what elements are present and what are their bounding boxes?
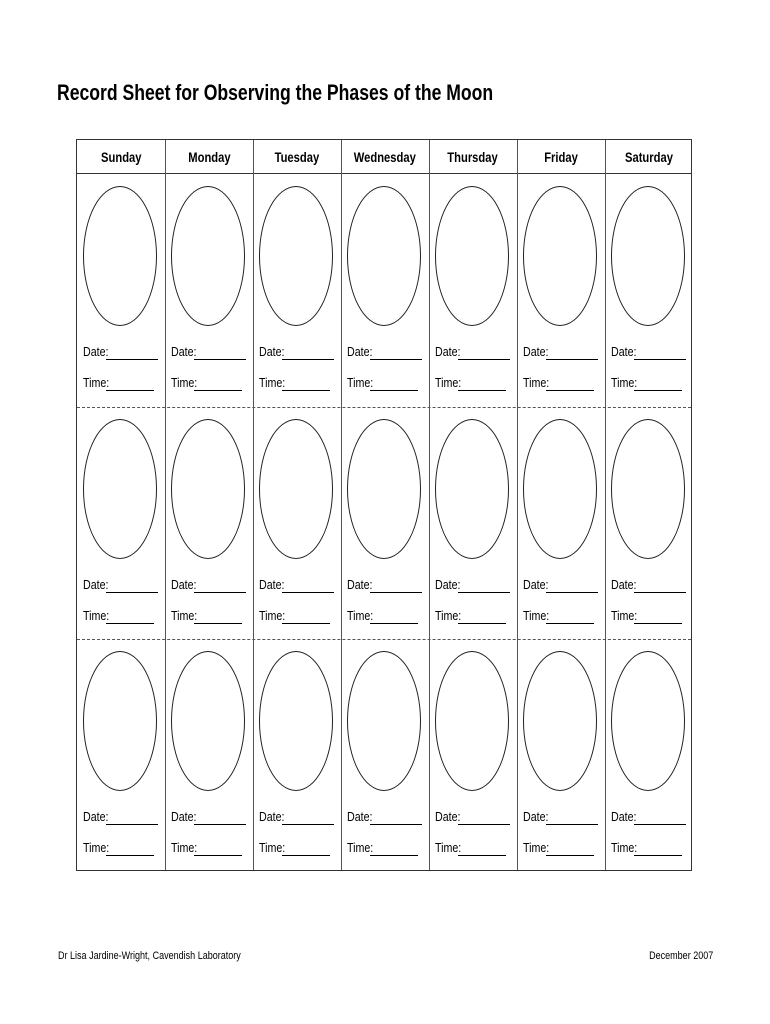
date-label: Date: xyxy=(523,809,549,825)
time-label: Time: xyxy=(611,607,638,623)
moon-drawing-circle[interactable] xyxy=(259,651,333,791)
time-field[interactable] xyxy=(611,375,643,390)
time-field[interactable] xyxy=(259,840,291,855)
time-label: Time: xyxy=(259,375,286,390)
time-label: Time: xyxy=(523,375,550,390)
date-field[interactable] xyxy=(611,809,642,824)
date-blank-line xyxy=(634,592,686,593)
time-field[interactable] xyxy=(347,840,379,855)
moon-drawing-circle[interactable] xyxy=(435,419,509,559)
time-blank-line xyxy=(282,390,330,391)
date-blank-line xyxy=(194,592,246,593)
footer-date: December 2007 xyxy=(648,950,713,962)
observation-cell xyxy=(605,639,693,872)
time-label: Time: xyxy=(611,840,638,856)
date-blank-line xyxy=(370,359,422,360)
day-header-thursday xyxy=(429,149,517,169)
time-label: Time: xyxy=(83,840,110,856)
moon-drawing-circle[interactable] xyxy=(611,419,685,559)
time-field[interactable] xyxy=(523,375,555,390)
moon-drawing-circle[interactable] xyxy=(347,651,421,791)
date-field[interactable] xyxy=(259,344,290,359)
time-label: Time: xyxy=(347,607,374,623)
time-blank-line xyxy=(370,855,418,856)
time-label: Time: xyxy=(259,607,286,623)
observation-cell xyxy=(341,174,429,407)
date-field[interactable] xyxy=(435,344,466,359)
date-field[interactable] xyxy=(171,344,202,359)
day-header-monday xyxy=(165,149,253,169)
date-field[interactable] xyxy=(259,809,290,824)
time-field[interactable] xyxy=(523,840,555,855)
moon-drawing-circle[interactable] xyxy=(523,419,597,559)
observation-cell xyxy=(517,639,605,872)
time-blank-line xyxy=(458,623,506,624)
time-blank-line xyxy=(282,855,330,856)
time-blank-line xyxy=(194,623,242,624)
date-label: Date: xyxy=(611,344,637,359)
time-field[interactable] xyxy=(83,608,115,623)
day-header-wednesday xyxy=(341,149,429,169)
time-label: Time: xyxy=(347,375,374,390)
moon-drawing-circle[interactable] xyxy=(611,651,685,791)
date-label: Date: xyxy=(611,576,637,592)
time-label: Time: xyxy=(523,840,550,856)
time-label: Time: xyxy=(83,607,110,623)
date-label: Date: xyxy=(523,344,549,359)
date-blank-line xyxy=(106,824,158,825)
time-blank-line xyxy=(370,623,418,624)
day-header-row xyxy=(77,140,691,174)
date-blank-line xyxy=(106,592,158,593)
observation-cell xyxy=(77,174,165,407)
time-blank-line xyxy=(546,855,594,856)
date-label: Date: xyxy=(435,809,461,825)
date-blank-line xyxy=(458,359,510,360)
date-label: Date: xyxy=(347,576,373,592)
time-field[interactable] xyxy=(435,608,467,623)
time-label: Time: xyxy=(259,840,286,856)
day-label: Monday xyxy=(187,149,231,165)
date-field[interactable] xyxy=(523,344,554,359)
moon-drawing-circle[interactable] xyxy=(171,419,245,559)
observation-cell xyxy=(165,639,253,872)
date-blank-line xyxy=(458,592,510,593)
moon-drawing-circle[interactable] xyxy=(259,186,333,326)
time-label: Time: xyxy=(171,607,198,623)
date-field[interactable] xyxy=(83,577,114,592)
time-field[interactable] xyxy=(171,608,203,623)
date-blank-line xyxy=(634,359,686,360)
observation-cell xyxy=(77,407,165,640)
date-label: Date: xyxy=(347,344,373,359)
date-label: Date: xyxy=(83,344,109,359)
observation-cell xyxy=(605,407,693,640)
date-field[interactable] xyxy=(611,577,642,592)
day-label: Saturday xyxy=(625,149,673,165)
observation-cell xyxy=(165,174,253,407)
date-field[interactable] xyxy=(435,809,466,824)
date-label: Date: xyxy=(523,576,549,592)
observation-cell xyxy=(165,407,253,640)
time-field[interactable] xyxy=(171,840,203,855)
moon-drawing-circle[interactable] xyxy=(83,651,157,791)
time-blank-line xyxy=(546,390,594,391)
moon-drawing-circle[interactable] xyxy=(171,651,245,791)
date-label: Date: xyxy=(171,809,197,825)
date-field[interactable] xyxy=(523,809,554,824)
moon-drawing-circle[interactable] xyxy=(435,651,509,791)
time-field[interactable] xyxy=(347,375,379,390)
day-label: Thursday xyxy=(447,149,499,165)
observation-cell xyxy=(517,407,605,640)
date-label: Date: xyxy=(347,809,373,825)
date-blank-line xyxy=(370,824,422,825)
day-header-tuesday xyxy=(253,149,341,169)
time-label: Time: xyxy=(435,375,462,390)
observation-cell xyxy=(429,407,517,640)
date-field[interactable] xyxy=(83,344,114,359)
time-field[interactable] xyxy=(83,375,115,390)
time-label: Time: xyxy=(435,607,462,623)
date-label: Date: xyxy=(83,809,109,825)
date-label: Date: xyxy=(171,576,197,592)
time-label: Time: xyxy=(523,607,550,623)
date-label: Date: xyxy=(83,576,109,592)
observation-cell xyxy=(253,639,341,872)
observation-cell xyxy=(605,174,693,407)
observation-cell xyxy=(429,174,517,407)
day-label: Tuesday xyxy=(274,149,320,165)
date-label: Date: xyxy=(171,344,197,359)
footer-author: Dr Lisa Jardine-Wright, Cavendish Laboratory xyxy=(58,950,241,962)
day-label: Friday xyxy=(544,149,578,165)
date-blank-line xyxy=(546,592,598,593)
observation-cell xyxy=(429,639,517,872)
date-field[interactable] xyxy=(523,577,554,592)
time-field[interactable] xyxy=(435,840,467,855)
date-blank-line xyxy=(282,359,334,360)
time-blank-line xyxy=(634,390,682,391)
time-field[interactable] xyxy=(523,608,555,623)
moon-drawing-circle[interactable] xyxy=(611,186,685,326)
time-blank-line xyxy=(458,390,506,391)
time-blank-line xyxy=(282,623,330,624)
date-label: Date: xyxy=(611,809,637,825)
page-title: Record Sheet for Observing the Phases of the Moon xyxy=(57,80,494,105)
moon-drawing-circle[interactable] xyxy=(171,186,245,326)
date-blank-line xyxy=(634,824,686,825)
time-blank-line xyxy=(546,623,594,624)
date-blank-line xyxy=(282,824,334,825)
time-field[interactable] xyxy=(611,840,643,855)
date-blank-line xyxy=(194,359,246,360)
time-label: Time: xyxy=(435,840,462,856)
time-field[interactable] xyxy=(171,375,203,390)
time-label: Time: xyxy=(171,375,198,390)
date-blank-line xyxy=(194,824,246,825)
date-field[interactable] xyxy=(435,577,466,592)
date-field[interactable] xyxy=(83,809,114,824)
time-field[interactable] xyxy=(259,375,291,390)
time-label: Time: xyxy=(83,375,110,390)
time-field[interactable] xyxy=(435,375,467,390)
time-field[interactable] xyxy=(611,608,643,623)
date-label: Date: xyxy=(435,344,461,359)
time-blank-line xyxy=(458,855,506,856)
time-blank-line xyxy=(106,855,154,856)
observation-cell xyxy=(77,639,165,872)
moon-drawing-circle[interactable] xyxy=(259,419,333,559)
date-label: Date: xyxy=(435,576,461,592)
date-field[interactable] xyxy=(171,577,202,592)
time-field[interactable] xyxy=(259,608,291,623)
time-blank-line xyxy=(634,855,682,856)
moon-drawing-circle[interactable] xyxy=(523,186,597,326)
observation-cell xyxy=(517,174,605,407)
day-header-sunday xyxy=(77,149,165,169)
observation-cell xyxy=(253,407,341,640)
time-field[interactable] xyxy=(347,608,379,623)
date-field[interactable] xyxy=(171,809,202,824)
date-blank-line xyxy=(370,592,422,593)
observation-cell xyxy=(341,407,429,640)
date-blank-line xyxy=(458,824,510,825)
day-label: Wednesday xyxy=(353,149,417,165)
time-label: Time: xyxy=(347,840,374,856)
moon-drawing-circle[interactable] xyxy=(83,186,157,326)
date-label: Date: xyxy=(259,809,285,825)
date-field[interactable] xyxy=(259,577,290,592)
time-label: Time: xyxy=(171,840,198,856)
date-field[interactable] xyxy=(611,344,642,359)
date-field[interactable] xyxy=(347,809,378,824)
moon-drawing-circle[interactable] xyxy=(347,186,421,326)
time-blank-line xyxy=(106,390,154,391)
time-blank-line xyxy=(194,390,242,391)
date-blank-line xyxy=(546,824,598,825)
observation-cell xyxy=(253,174,341,407)
moon-drawing-circle[interactable] xyxy=(435,186,509,326)
time-blank-line xyxy=(106,623,154,624)
day-header-saturday xyxy=(605,149,693,169)
moon-drawing-circle[interactable] xyxy=(83,419,157,559)
day-header-friday xyxy=(517,149,605,169)
time-field[interactable] xyxy=(83,840,115,855)
time-blank-line xyxy=(194,855,242,856)
time-blank-line xyxy=(370,390,418,391)
date-blank-line xyxy=(546,359,598,360)
date-label: Date: xyxy=(259,576,285,592)
day-label: Sunday xyxy=(100,149,142,165)
date-label: Date: xyxy=(259,344,285,359)
date-blank-line xyxy=(106,359,158,360)
moon-record-table xyxy=(76,139,692,871)
moon-drawing-circle[interactable] xyxy=(523,651,597,791)
moon-drawing-circle[interactable] xyxy=(347,419,421,559)
time-blank-line xyxy=(634,623,682,624)
date-field[interactable] xyxy=(347,344,378,359)
observation-cell xyxy=(341,639,429,872)
date-blank-line xyxy=(282,592,334,593)
date-field[interactable] xyxy=(347,577,378,592)
time-label: Time: xyxy=(611,375,638,390)
